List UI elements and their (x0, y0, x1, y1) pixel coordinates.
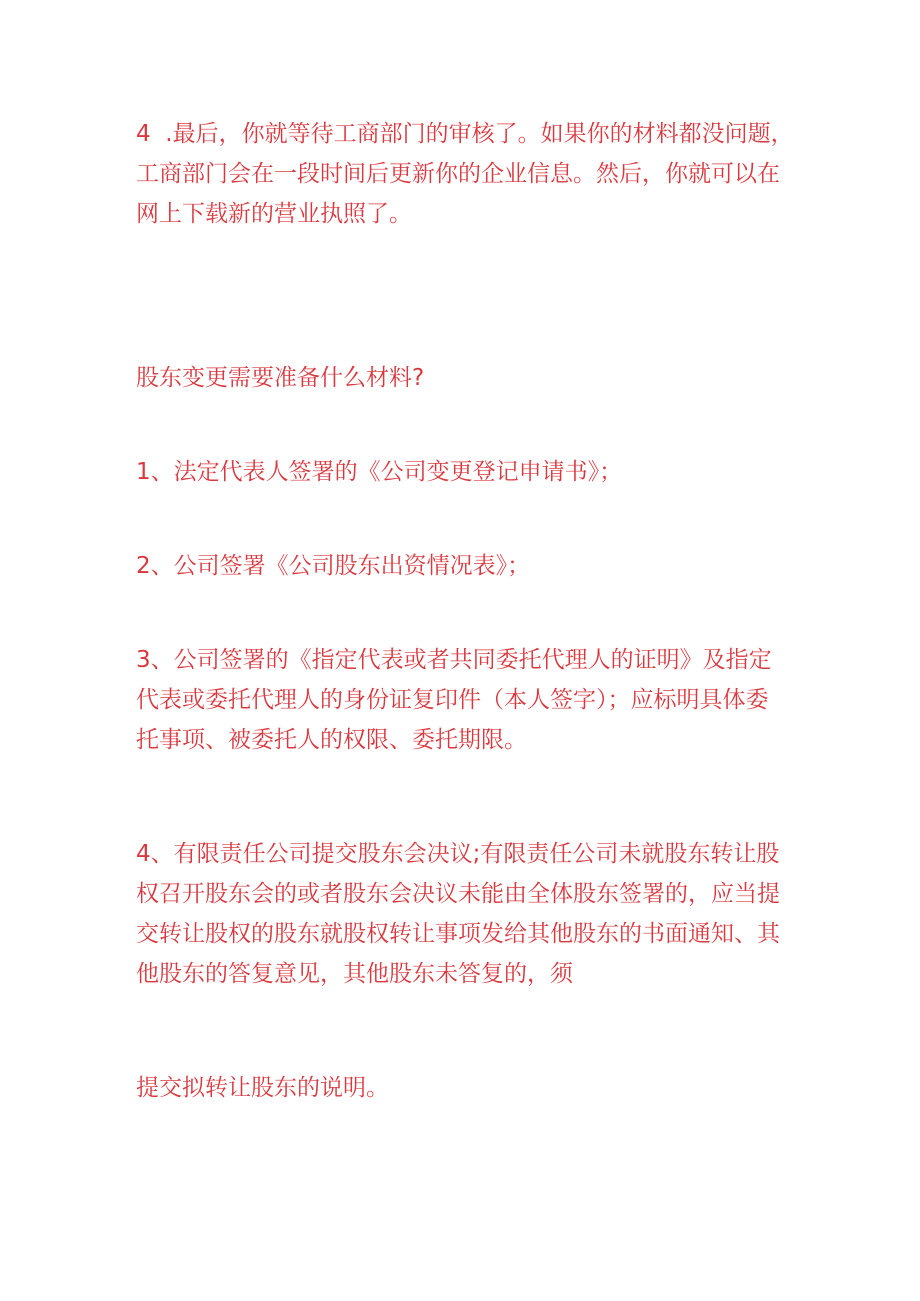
text-line: 托事项、被委托人的权限、委托期限。 (136, 727, 527, 753)
text-line: 提交拟转让股东的说明。 (136, 1075, 389, 1101)
text-line: 权召开股东会的或者股东会决议未能由全体股东签署的，应当提 (136, 881, 780, 907)
text-line: 2、公司签署《公司股东出资情况表》； (136, 553, 531, 579)
list-item-3 (136, 640, 796, 760)
text-line: 代表或委托代理人的身份证复印件（本人签字）；应标明具体委 (136, 687, 769, 713)
text-line: 1、法定代表人签署的《公司变更登记申请书》； (136, 459, 623, 485)
text-line: 3、公司签署的《指定代表或者共同委托代理人的证明》及指定 (136, 647, 772, 673)
text-line: 4、有限责任公司提交股东会决议;有限责任公司未就股东转让股 (136, 841, 780, 867)
text-line: 工商部门会在一段时间后更新你的企业信息。然后，你就可以在 (136, 161, 780, 187)
list-item-4 (136, 834, 796, 994)
section-heading (136, 358, 796, 398)
list-item-2 (136, 546, 796, 586)
text-line: 网上下载新的营业执照了。 (136, 201, 412, 227)
paragraph-final-step (136, 114, 796, 234)
text-line: 交转让股权的股东就股权转让事项发给其他股东的书面通知、其 (136, 921, 780, 947)
text-line: 他股东的答复意见，其他股东未答复的，须 (136, 961, 573, 987)
text-line: 4 .最后，你就等待工商部门的审核了。如果你的材料都没问题， (136, 121, 794, 147)
heading-text: 股东变更需要准备什么材料? (136, 365, 425, 391)
list-item-1 (136, 452, 796, 492)
list-item-4-continued (136, 1068, 796, 1108)
